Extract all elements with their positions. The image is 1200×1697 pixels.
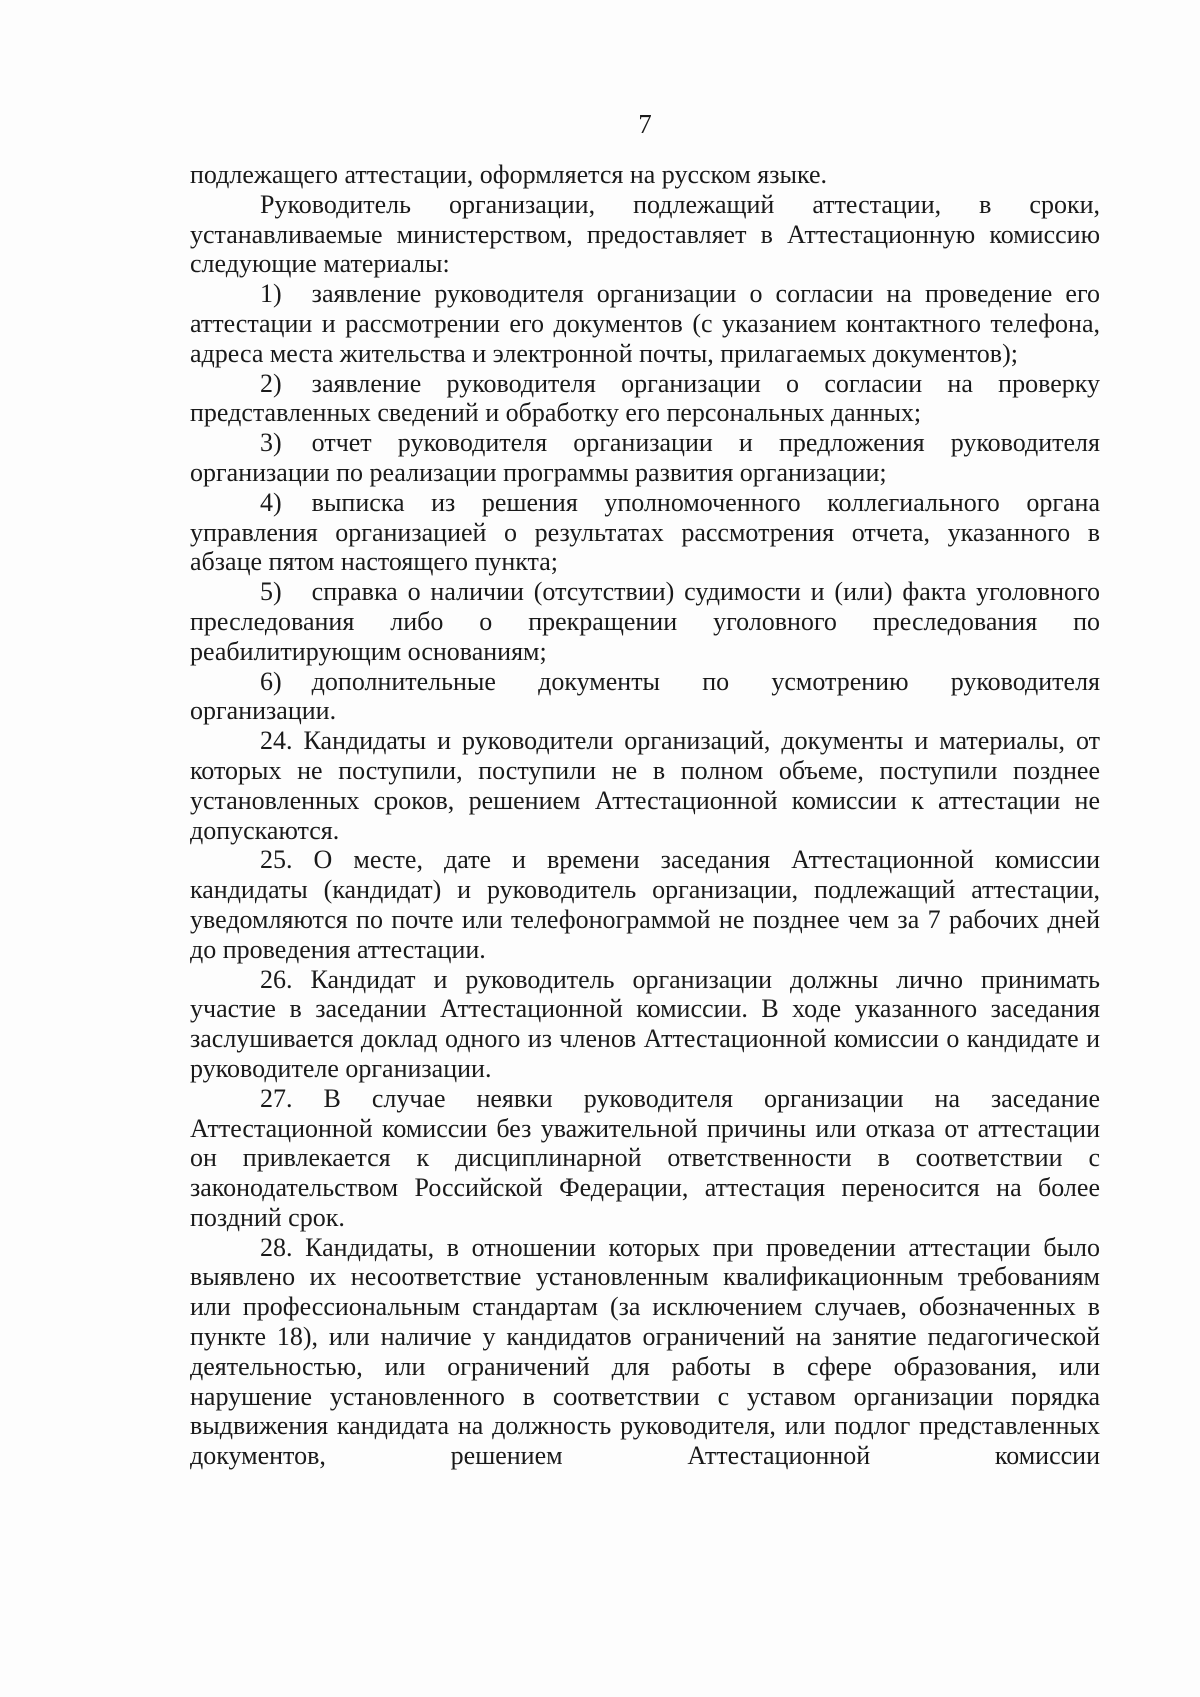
list-item-text: справка о наличии (отсутствии) судимости и (или) факта уголовного преследования либо о прекращении уголовного преследования по реабилитирующим основаниям;	[190, 577, 1100, 666]
list-item-number: 4)	[260, 487, 282, 517]
list-item-text: отчет руководителя организации и предложения руководителя организации по реализации программы развития организации;	[190, 428, 1100, 487]
paragraph-28: 28. Кандидаты, в отношении которых при проведении аттестации было выявлено их несоответствие установленным квалификационным требованиям или профессиональным стандартам (за исключением случаев, обозначенных в пункте 18), или наличие у кандидатов ограничений на занятие педагогической деятельностью, или ограничений для работы в сфере образования, или нарушение установленного в соответствии с уставом организации порядка выдвижения кандидата на должность руководителя, или подлог представленных документов, решением Аттестационной комиссии	[190, 1232, 1100, 1471]
page-number: 7	[638, 109, 652, 139]
list-item-1	[190, 279, 1100, 368]
paragraph-27: 27. В случае неявки руководителя организации на заседание Аттестационной комиссии без уважительной причины или отказа от аттестации он привлекается к дисциплинарной ответственности в соответствии с законодательством Российской Федерации, аттестация переносится на более поздний срок.	[190, 1083, 1100, 1232]
paragraph-continuation: подлежащего аттестации, оформляется на русском языке.	[190, 160, 828, 189]
list-item-number: 6)	[260, 666, 282, 696]
list-item-2	[190, 369, 1100, 429]
paragraph-26: 26. Кандидат и руководитель организации должны лично принимать участие в заседании Аттестационной комиссии. В ходе указанного заседания заслушивается доклад одного из членов Аттестационной комиссии о кандидате и руководителе организации.	[190, 964, 1100, 1083]
list-item-number: 5)	[260, 577, 282, 607]
list-item-6	[190, 667, 1100, 727]
list-item-number: 2)	[260, 368, 282, 398]
list-item-5	[190, 577, 1100, 666]
list-item-text: заявление руководителя организации о согласии на проверку представленных сведений и обработку его персональных данных;	[190, 368, 1100, 428]
list-item-number: 3)	[260, 428, 282, 458]
paragraph-25: 25. О месте, дате и времени заседания Аттестационной комиссии кандидаты (кандидат) и руководитель организации, подлежащий аттестации, уведомляются по почте или телефонограммой не позднее чем за 7 рабочих дней до проведения аттестации.	[190, 845, 1100, 964]
list-item-text: выписка из решения уполномоченного коллегиального органа управления организацией о результатах рассмотрения отчета, указанного в абзаце пятом настоящего пункта;	[190, 487, 1100, 577]
list-item-4	[190, 488, 1100, 577]
paragraph-materials-intro: Руководитель организации, подлежащий аттестации, в сроки, устанавливаемые министерством, предоставляет в Аттестационную комиссию следующие материалы:	[190, 189, 1100, 279]
document-body	[190, 160, 1100, 1471]
list-item-number: 1)	[260, 279, 282, 309]
list-item-text: дополнительные документы по усмотрению руководителя организации.	[190, 666, 1100, 726]
list-item-3	[190, 428, 1100, 488]
list-item-text: заявление руководителя организации о согласии на проведение его аттестации и рассмотрении его документов (с указанием контактного телефона, адреса места жительства и электронной почты, прилагаемых документов);	[190, 279, 1100, 368]
paragraph-24: 24. Кандидаты и руководители организаций, документы и материалы, от которых не поступили, поступили не в полном объеме, поступили позднее установленных сроков, решением Аттестационной комиссии к аттестации не допускаются.	[190, 726, 1100, 845]
